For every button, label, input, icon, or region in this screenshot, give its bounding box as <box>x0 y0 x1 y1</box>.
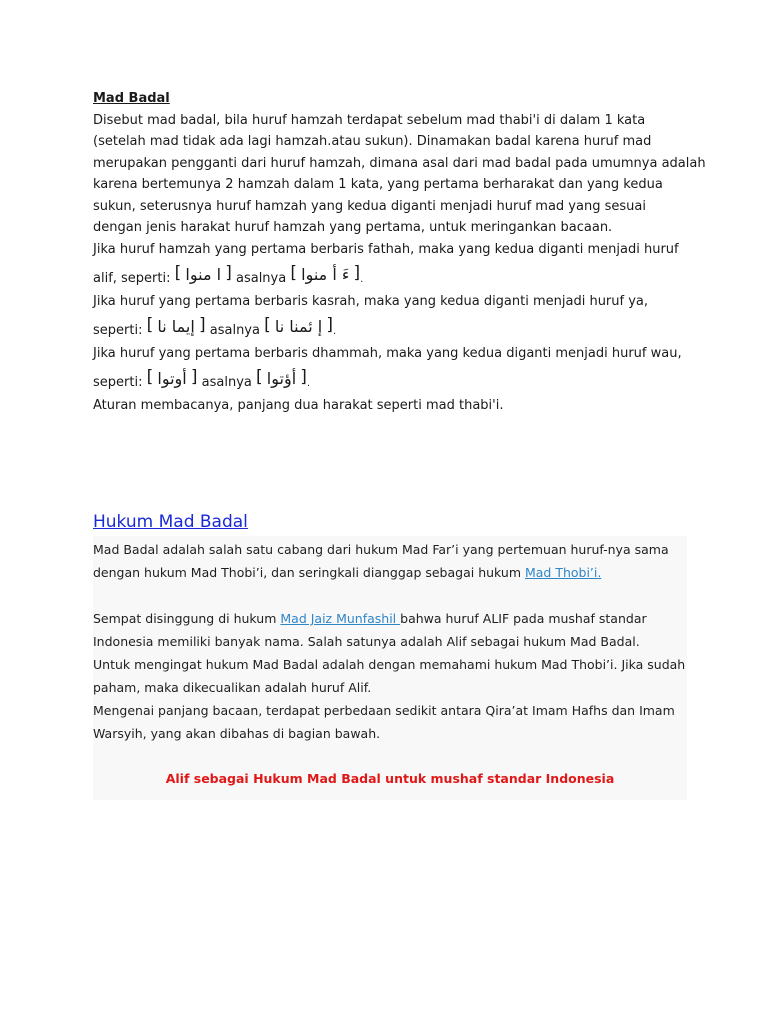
bracket-open: [ <box>264 315 271 335</box>
arabic-origin-word: إ ئمنا نا <box>274 317 323 336</box>
bracket-close: ] <box>326 315 334 335</box>
paragraph: Untuk mengingat hukum Mad Badal adalah dengan memahami hukum Mad Thobi’i. Jika sudah paham, maka dikecualikan adalah huruf Alif. <box>93 657 686 695</box>
paragraph-text: bahwa huruf ALIF pada mushaf standar Indonesia memiliki banyak nama. Salah satunya adalah Alif sebagai hukum Mad Badal. <box>93 611 647 649</box>
bracket-close: ] <box>225 263 232 283</box>
closing-line: Aturan membacanya, panjang dua harakat seperti mad thabi'i. <box>93 397 504 413</box>
image-caption: Alif sebagai Hukum Mad Badal untuk mushaf standar Indonesia <box>165 771 615 786</box>
example-wau <box>93 367 693 395</box>
example-prefix: seperti: <box>93 323 143 338</box>
arabic-origin-word: أؤتوا <box>266 369 297 388</box>
spacer <box>93 584 687 607</box>
paragraph <box>93 538 687 584</box>
mad-badal-section <box>93 88 706 416</box>
paragraph-text: Sempat disinggung di hukum <box>93 611 281 626</box>
hukum-mad-badal-section <box>93 512 687 800</box>
body-line: sukun, seterusnya huruf hamzah yang kedua diganti menjadi huruf mad yang sesuai <box>93 198 646 214</box>
body-line: Jika huruf yang pertama berbaris dhammah, maka yang kedua diganti menjadi huruf wau, <box>93 345 682 361</box>
body-line: Jika huruf yang pertama berbaris kasrah, maka yang kedua diganti menjadi huruf ya, <box>93 293 649 309</box>
body-line: Disebut mad badal, bila huruf hamzah terdapat sebelum mad thabi'i di dalam 1 kata <box>93 112 646 128</box>
example-prefix: alif, seperti: <box>93 271 171 286</box>
bracket-close: ] <box>353 263 361 283</box>
bracket-open: [ <box>146 367 154 387</box>
example-ya <box>93 315 693 343</box>
paragraph <box>93 607 687 653</box>
arabic-word: إيما نا <box>157 317 195 336</box>
section-heading: Hukum Mad Badal <box>93 512 248 532</box>
bracket-open: [ <box>146 315 154 335</box>
example-alif <box>93 263 693 291</box>
period: . <box>333 326 337 337</box>
article-panel <box>93 536 687 800</box>
paragraph: Mengenai panjang bacaan, terdapat perbedaan sedikit antara Qira’at Imam Hafhs dan Imam Warsyih, yang akan dibahas di bagian bawah. <box>93 703 675 741</box>
bracket-close: ] <box>190 367 198 387</box>
period: . <box>360 274 364 285</box>
arabic-word: أوتوا <box>157 369 187 388</box>
bracket-open: [ <box>256 367 263 387</box>
body-line: dengan jenis harakat huruf hamzah yang pertama, untuk meringankan bacaan. <box>93 220 613 235</box>
bracket-close: ] <box>300 367 307 387</box>
body-line: Jika huruf hamzah yang pertama berbaris fathah, maka yang kedua diganti menjadi huruf <box>93 241 679 257</box>
body-line: karena bertemunya 2 hamzah dalam 1 kata, yang pertama berharakat dan yang kedua <box>93 177 663 192</box>
asal-label: asalnya <box>201 375 252 390</box>
arabic-word: ا منوا <box>185 265 222 284</box>
example-prefix: seperti: <box>93 375 143 390</box>
body-line: (setelah mad tidak ada lagi hamzah.atau sukun). Dinamakan badal karena huruf mad <box>93 134 652 149</box>
bracket-open: [ <box>174 263 182 283</box>
arabic-origin-word: ءَ أ منوا <box>301 265 350 284</box>
asal-label: asalnya <box>209 323 260 338</box>
asal-label: asalnya <box>235 271 287 286</box>
period: . <box>306 378 311 389</box>
paragraph-text: Mad Badal adalah salah satu cabang dari hukum Mad Far’i yang pertemuan huruf-nya sama dengan hukum Mad Thobi’i, dan seringkali dianggap sebagai hukum <box>93 542 669 580</box>
section-title: Mad Badal <box>93 91 170 106</box>
bracket-open: [ <box>290 263 297 283</box>
bracket-close: ] <box>198 315 206 335</box>
mad-thobii-link[interactable]: Mad Thobi’i. <box>524 565 602 580</box>
body-line: merupakan pengganti dari huruf hamzah, dimana asal dari mad badal pada umumnya adalah <box>93 155 706 171</box>
mad-jaiz-munfashil-link[interactable]: Mad Jaiz Munfashil <box>280 611 401 626</box>
